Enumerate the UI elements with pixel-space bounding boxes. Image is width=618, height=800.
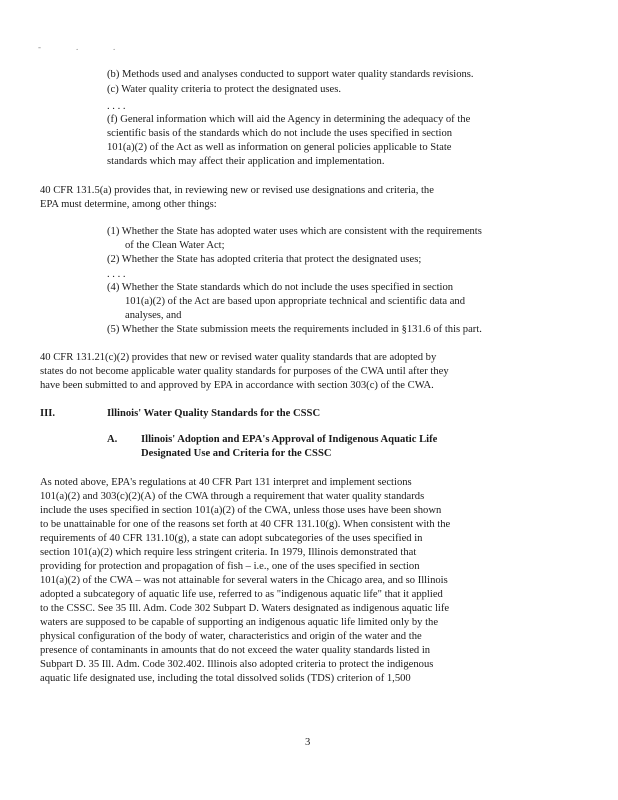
section-number: III. <box>40 408 56 419</box>
text-line: 101(a)(2) of the CWA – was not attainable for several waters in the Chicago area, and so Illinois <box>40 575 448 586</box>
corner-mark: - <box>38 42 41 52</box>
page-number: 3 <box>305 737 311 748</box>
corner-mark: . <box>76 42 79 52</box>
list-item: (1) Whether the State has adopted water uses which are consistent with the requirements <box>107 226 482 237</box>
text-line: states do not become applicable water quality standards for purposes of the CWA until after they <box>40 366 449 377</box>
ellipsis: . . . . <box>107 101 126 112</box>
text-line: (f) General information which will aid the Agency in determining the adequacy of the <box>107 114 471 125</box>
text-line: adopted a subcategory of aquatic life use, referred to as "indigenous aquatic life" that it applied <box>40 589 443 600</box>
text-line: (b) Methods used and analyses conducted to support water quality standards revisions. <box>107 69 474 80</box>
list-item: (2) Whether the State has adopted criteria that protect the designated uses; <box>107 254 422 265</box>
text-line: requirements of 40 CFR 131.10(g), a state can adopt subcategories of the uses specified in <box>40 533 423 544</box>
text-line: include the uses specified in section 101(a)(2) of the CWA, unless those uses have been shown <box>40 505 442 516</box>
text-line: EPA must determine, among other things: <box>40 199 217 210</box>
text-line: to be unattainable for one of the reasons set forth at 40 CFR 131.10(g). When consistent with the <box>40 519 451 530</box>
text-line: presence of contaminants in amounts that do not exceed the water quality standards listed in <box>40 645 431 656</box>
ellipsis: . . . . <box>107 269 126 280</box>
section-title: Illinois' Water Quality Standards for the CSSC <box>107 408 321 419</box>
text-line: physical configuration of the body of water, characteristics and origin of the water and the <box>40 631 422 642</box>
text-line: 101(a)(2) of the Act as well as information on general policies applicable to State <box>107 142 452 153</box>
text-line: section 101(a)(2) which require less stringent criteria. In 1979, Illinois demonstrated that <box>40 547 417 558</box>
list-item: of the Clean Water Act; <box>125 240 225 251</box>
list-item: (5) Whether the State submission meets the requirements included in §131.6 of this part. <box>107 324 482 335</box>
text-line: providing for protection and propagation of fish – i.e., one of the uses specified in section <box>40 561 420 572</box>
text-line: (c) Water quality criteria to protect the designated uses. <box>107 84 341 95</box>
text-line: standards which may affect their application and implementation. <box>107 156 385 167</box>
text-line: scientific basis of the standards which do not include the uses specified in section <box>107 128 453 139</box>
subsection-title: Illinois' Adoption and EPA's Approval of Indigenous Aquatic Life <box>141 434 438 445</box>
list-item: (4) Whether the State standards which do not include the uses specified in section <box>107 282 454 293</box>
text-line: 40 CFR 131.21(c)(2) provides that new or revised water quality standards that are adopted by <box>40 352 437 363</box>
text-line: 101(a)(2) and 303(c)(2)(A) of the CWA through a requirement that water quality standards <box>40 491 425 502</box>
text-line: 40 CFR 131.5(a) provides that, in reviewing new or revised use designations and criteria, the <box>40 185 434 196</box>
text-line: waters are supposed to be capable of supporting an indigenous aquatic life limited only by the <box>40 617 439 628</box>
list-item: 101(a)(2) of the Act are based upon appropriate technical and scientific data and <box>125 296 466 307</box>
subsection-title: Designated Use and Criteria for the CSSC <box>141 448 332 459</box>
text-line: have been submitted to and approved by EPA in accordance with section 303(c) of the CWA. <box>40 380 434 391</box>
subsection-letter: A. <box>107 434 118 445</box>
text-line: aquatic life designated use, including the total dissolved solids (TDS) criterion of 1,500 <box>40 673 411 684</box>
list-item: analyses, and <box>125 310 182 321</box>
text-line: to the CSSC. See 35 Ill. Adm. Code 302 Subpart D. Waters designated as indigenous aquatic life <box>40 603 450 614</box>
text-line: As noted above, EPA's regulations at 40 CFR Part 131 interpret and implement sections <box>40 477 412 488</box>
text-line: Subpart D. 35 Ill. Adm. Code 302.402. Illinois also adopted criteria to protect the indigenous <box>40 659 434 670</box>
corner-mark: . <box>113 42 116 52</box>
